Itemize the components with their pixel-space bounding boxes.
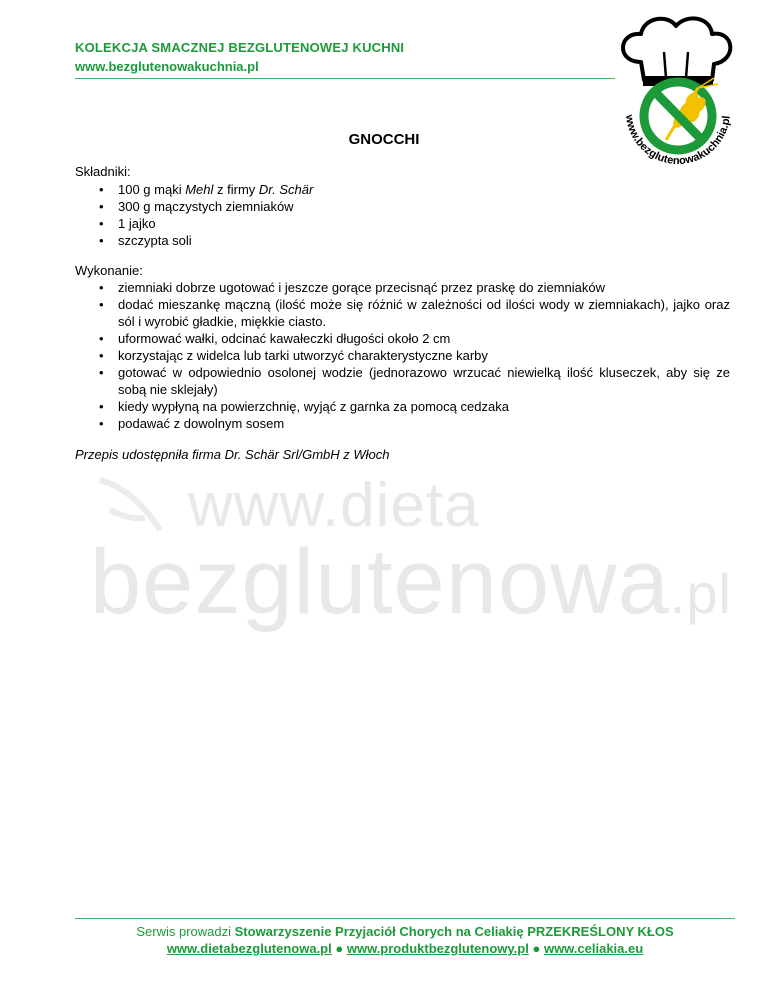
- list-item: • korzystając z widelca lub tarki utworzyć charakterystyczne karby: [75, 347, 730, 364]
- list-item: • 1 jajko: [75, 215, 730, 232]
- list-item: • ziemniaki dobrze ugotować i jeszcze gorące przecisnąć przez praskę do ziemniaków: [75, 279, 730, 296]
- list-item: • uformować wałki, odcinać kawałeczki długości około 2 cm: [75, 330, 730, 347]
- logo-text: www.bezglutenowakuchnia.pl: [622, 113, 733, 168]
- recipe-credit: Przepis udostępniła firma Dr. Schär Srl/GmbH z Włoch: [75, 447, 390, 462]
- ingredients-label: Składniki:: [75, 164, 131, 179]
- wheat-watermark-icon: [90, 470, 190, 540]
- footer-divider: [75, 918, 735, 919]
- separator-dot-icon: ●: [532, 941, 541, 956]
- list-item: • dodać mieszankę mączną (ilość może się różnić w zależności od ilości wody w ziemniakach), jajko oraz sól i wyrobić gładkie, miękkie ciasto.: [75, 296, 730, 330]
- chef-hat-logo-icon: [606, 12, 746, 182]
- list-item: • podawać z dowolnym sosem: [75, 415, 730, 432]
- list-item: • kiedy wypłyną na powierzchnię, wyjąć z garnka za pomocą cedzaka: [75, 398, 730, 415]
- list-item: • 100 g mąki Mehl z firmy Dr. Schär: [75, 181, 730, 198]
- footer-link-celiakia[interactable]: www.celiakia.eu: [543, 941, 644, 956]
- list-item: • szczypta soli: [75, 232, 730, 249]
- watermark-line1: www.dieta: [188, 471, 480, 540]
- method-label: Wykonanie:: [75, 263, 143, 278]
- ingredients-list: [75, 181, 730, 249]
- recipe-title: GNOCCHI: [348, 131, 420, 148]
- list-item: • gotować w odpowiednio osolonej wodzie (jednorazowo wrzucać niewielką ilość kluseczek, aby się ze sobą nie sklejały): [75, 364, 730, 398]
- footer-link-dietabezglutenowa[interactable]: www.dietabezglutenowa.pl: [166, 941, 332, 956]
- list-item: • 300 g mączystych ziemniaków: [75, 198, 730, 215]
- header-title: KOLEKCJA SMACZNEJ BEZGLUTENOWEJ KUCHNI: [75, 40, 405, 55]
- footer-links: [0, 941, 768, 956]
- separator-dot-icon: ●: [335, 941, 344, 956]
- header-url[interactable]: www.bezglutenowakuchnia.pl: [75, 59, 259, 74]
- footer-link-produktbezglutenowy[interactable]: www.produktbezglutenowy.pl: [346, 941, 529, 956]
- footer-organization: Serwis prowadzi Stowarzyszenie Przyjaciół Chorych na Celiakię PRZEKREŚLONY KŁOS: [136, 924, 674, 939]
- watermark: [90, 470, 732, 633]
- steps-list: [75, 279, 730, 432]
- header-divider: [75, 78, 615, 79]
- watermark-line2: bezglutenowa.pl: [90, 531, 732, 633]
